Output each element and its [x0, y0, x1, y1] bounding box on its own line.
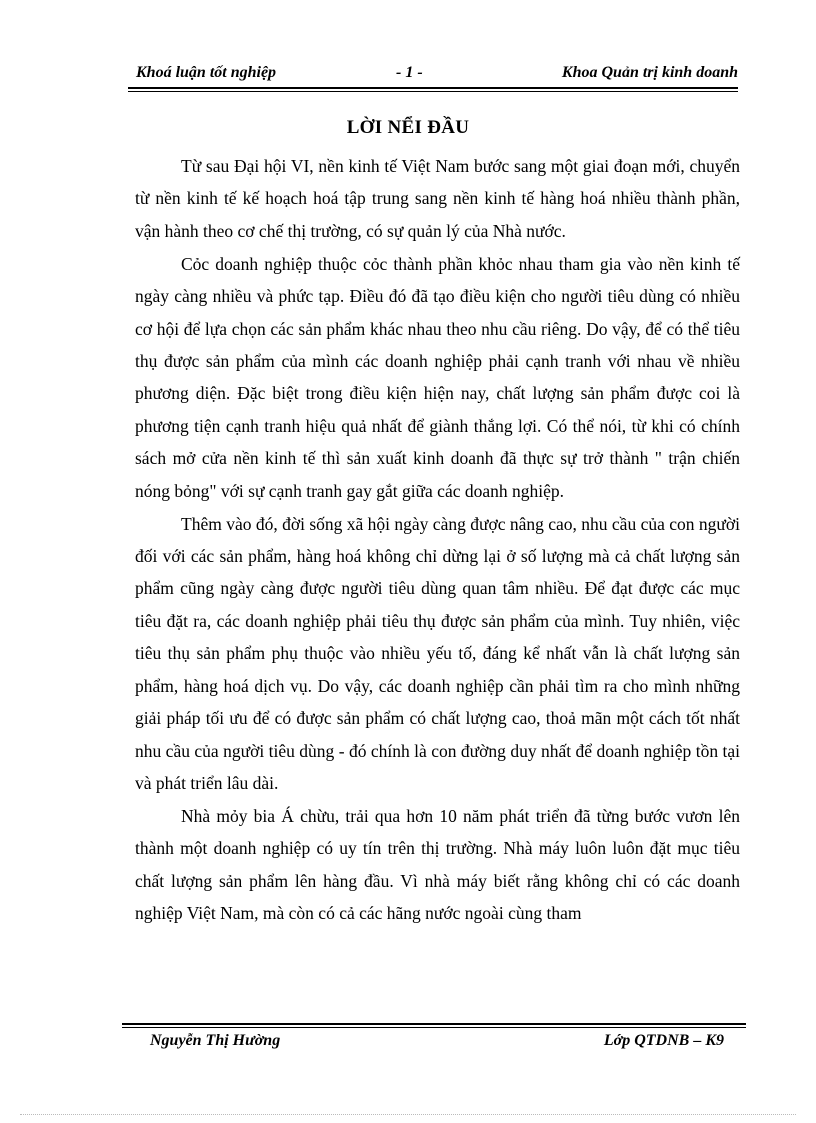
paragraph-4: Nhà mỏy bia Á chừu, trải qua hơn 10 năm phát triển đã từng bước vươn lên thành một doanh nghiệp có uy tín trên thị trường. Nhà máy luôn luôn đặt mục tiêu chất lượng sản phẩm lên hàng đầu. Vì nhà máy biết rằng không chỉ có các doanh nghiệp Việt Nam, mà còn có cả các hãng nước ngoài cùng tham — [135, 805, 740, 924]
paragraph-1: Từ sau Đại hội VI, nền kinh tế Việt Nam bước sang một giai đoạn mới, chuyển từ nền kinh tế kế hoạch hoá tập trung sang nền kinh tế hàng hoá nhiều thành phần, vận hành theo cơ chế thị trường, có sự quản lý của Nhà nước. — [135, 156, 740, 241]
page-footer — [128, 1032, 738, 1054]
header-faculty-label: Khoa Quản trị kinh doanh — [561, 64, 738, 81]
header-rule-thick — [128, 87, 738, 89]
page-header — [128, 64, 738, 86]
footer-rule-thick — [122, 1023, 746, 1025]
header-thesis-label: Khoá luận tốt nghiệp — [136, 64, 277, 81]
page-bottom-dotted-line — [20, 1114, 796, 1115]
page-title: LỜI NỂI ĐẦU — [346, 117, 470, 138]
paragraph-3: Thêm vào đó, đời sống xã hội ngày càng được nâng cao, nhu cầu của con người đối với các sản phẩm, hàng hoá không chỉ dừng lại ở số lượng mà cả chất lượng sản phẩm cũng ngày càng được người tiêu dùng quan tâm nhiều. Để đạt được các mục tiêu đặt ra, các doanh nghiệp phải tiêu thụ được sản phẩm của mình. Tuy nhiên, việc tiêu thụ sản phẩm phụ thuộc vào nhiều yếu tố, đáng kể nhất vẫn là chất lượng sản phẩm, hàng hoá dịch vụ. Do vậy, các doanh nghiệp cần phải tìm ra cho mình những giải pháp tối ưu để có được sản phẩm có chất lượng cao, thoả mãn một cách tốt nhất nhu cầu của người tiêu dùng - đó chính là con đường duy nhất để doanh nghiệp tồn tại và phát triển lâu dài. — [135, 513, 740, 793]
footer-author: Nguyễn Thị Hường — [150, 1032, 281, 1049]
body-text — [135, 150, 740, 930]
header-rule-thin — [128, 91, 738, 92]
page-number: - 1 - — [396, 64, 423, 81]
paragraph-2: Cỏc doanh nghiệp thuộc cỏc thành phần khỏc nhau tham gia vào nền kinh tế ngày càng nhiều và phức tạp. Điều đó đã tạo điều kiện cho người tiêu dùng có nhiều cơ hội để lựa chọn các sản phẩm khác nhau theo nhu cầu riêng. Do vậy, để có thể tiêu thụ được sản phẩm của mình các doanh nghiệp phải cạnh tranh với nhau về nhiều phương diện. Đặc biệt trong điều kiện hiện nay, chất lượng sản phẩm được coi là phương tiện cạnh tranh hiệu quả nhất để giành thắng lợi. Có thể nói, từ khi có chính sách mở cửa nền kinh tế thì sản xuất kinh doanh đã thực sự trở thành " trận chiến nóng bỏng" với sự cạnh tranh gay gắt giữa các doanh nghiệp. — [135, 253, 740, 501]
footer-class: Lớp QTDNB – K9 — [603, 1032, 724, 1049]
footer-rule-thin — [122, 1027, 746, 1028]
